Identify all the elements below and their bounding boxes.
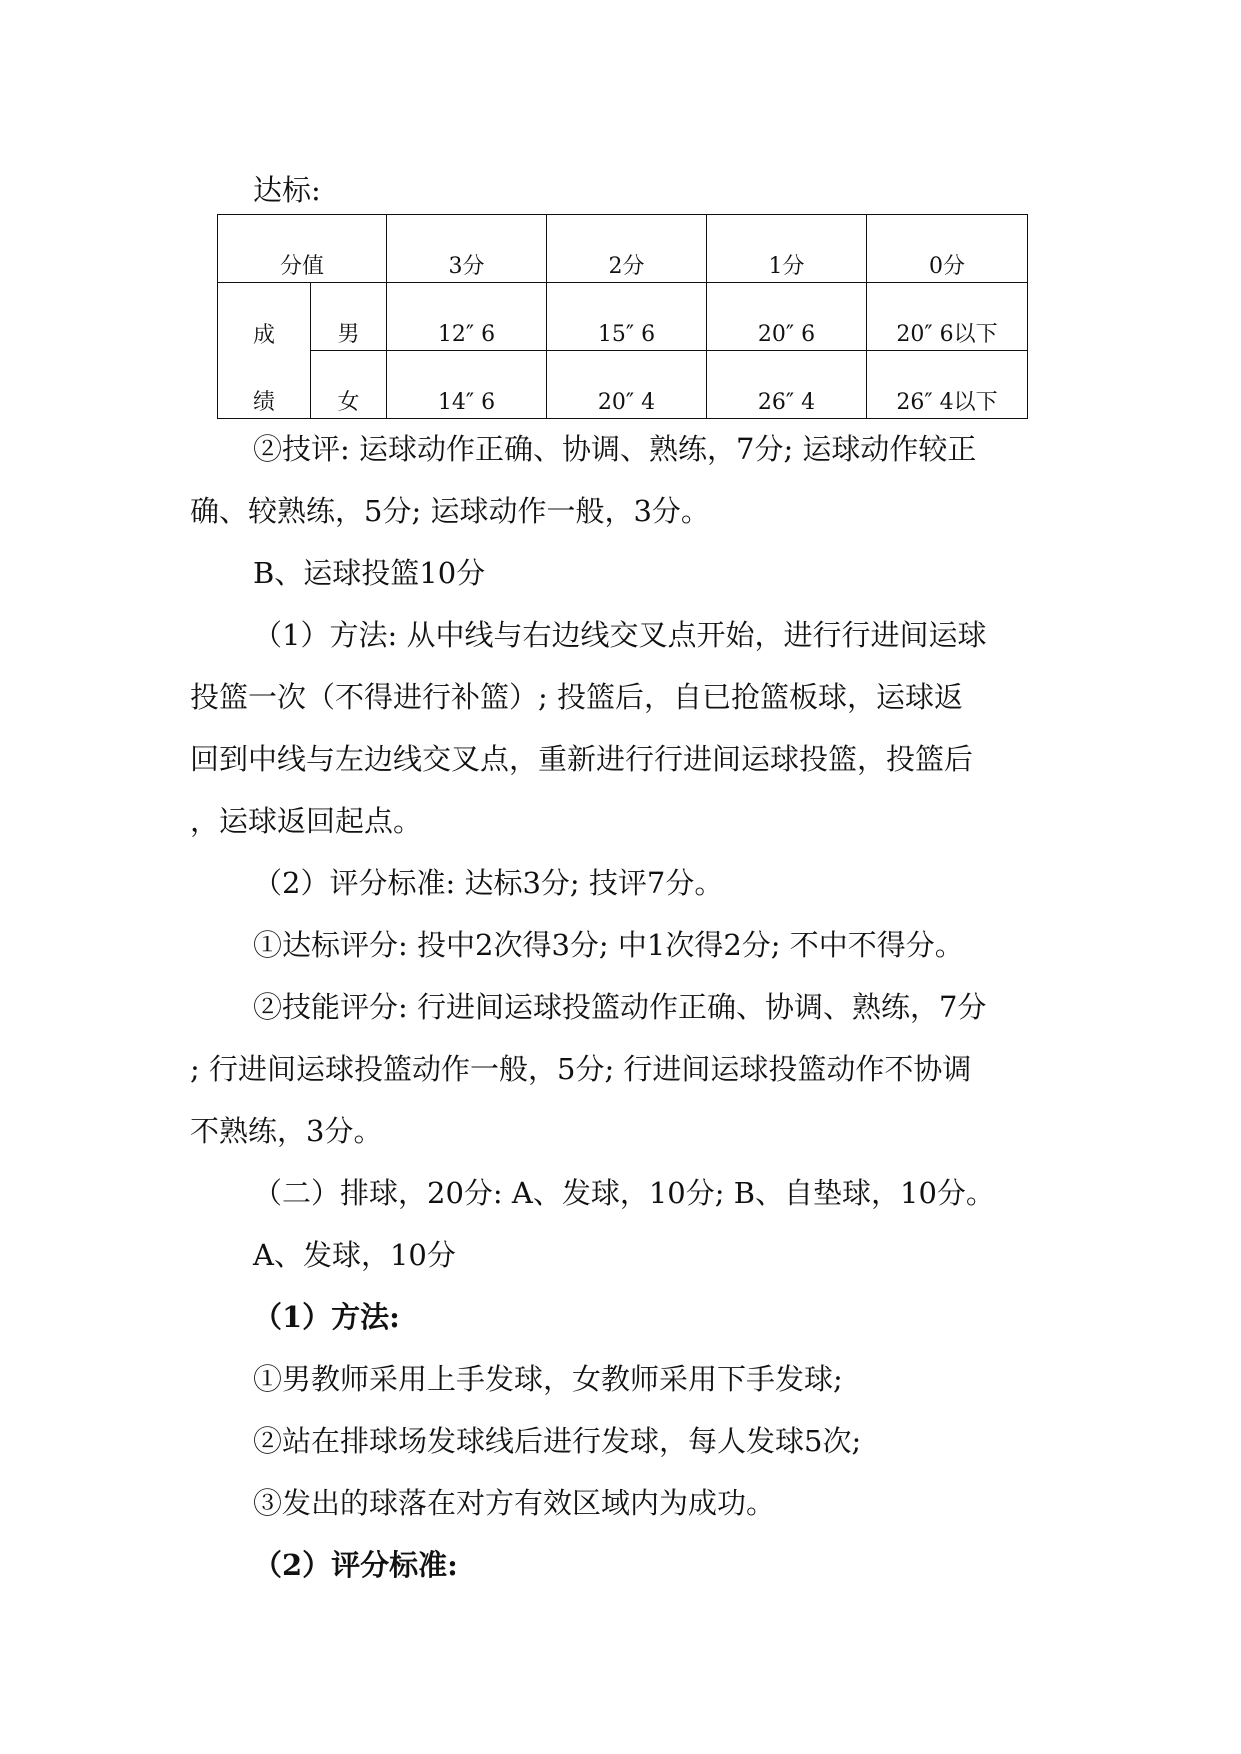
table-header-label: 分值 — [218, 215, 387, 283]
body-line: ②技评: 运球动作正确、协调、熟练，7分; 运球动作较正 — [253, 432, 977, 466]
score-table — [217, 214, 1028, 419]
body-line: 不熟练，3分。 — [190, 1114, 383, 1148]
scoring-heading: （2）评分标准: — [253, 1548, 458, 1582]
body-line: ，运球返回起点。 — [190, 804, 423, 838]
table-header-cell: 0分 — [867, 215, 1028, 283]
row-group-label: 绩 — [218, 351, 311, 419]
body-line: （2）评分标准: 达标3分; 技评7分。 — [253, 866, 724, 900]
table-header-cell: 1分 — [707, 215, 867, 283]
table-cell: 14″ 6 — [387, 351, 547, 419]
table-cell: 26″ 4以下 — [867, 351, 1028, 419]
table-cell: 15″ 6 — [547, 283, 707, 351]
table-cell: 20″ 4 — [547, 351, 707, 419]
method-heading: （1）方法: — [253, 1300, 400, 1334]
table-cell: 20″ 6 — [707, 283, 867, 351]
standard-label: 达标: — [253, 173, 321, 207]
gender-cell: 女 — [311, 351, 387, 419]
table-cell: 20″ 6以下 — [867, 283, 1028, 351]
body-line: 投篮一次（不得进行补篮）; 投篮后，自已抢篮板球，运球返 — [190, 680, 963, 714]
body-line: ; 行进间运球投篮动作一般，5分; 行进间运球投篮动作不协调 — [190, 1052, 972, 1086]
body-line: 回到中线与左边线交叉点，重新进行行进间运球投篮，投篮后 — [190, 742, 974, 776]
row-group-label: 成 — [218, 283, 311, 351]
table-cell: 12″ 6 — [387, 283, 547, 351]
table-header-cell: 3分 — [387, 215, 547, 283]
section-heading: B、运球投篮10分 — [253, 556, 486, 590]
body-line: ①男教师采用上手发球，女教师采用下手发球; — [253, 1362, 843, 1396]
body-line: ③发出的球落在对方有效区域内为成功。 — [253, 1486, 776, 1520]
gender-cell: 男 — [311, 283, 387, 351]
body-line: ①达标评分: 投中2次得3分; 中1次得2分; 不中不得分。 — [253, 928, 964, 962]
section-heading: A、发球，10分 — [253, 1238, 456, 1272]
table-cell: 26″ 4 — [707, 351, 867, 419]
body-line: （1）方法: 从中线与右边线交叉点开始，进行行进间运球 — [253, 618, 987, 652]
table-header-cell: 2分 — [547, 215, 707, 283]
body-line: 确、较熟练，5分; 运球动作一般，3分。 — [190, 494, 710, 528]
section-heading: （二）排球，20分: A、发球，10分; B、自垫球，10分。 — [253, 1176, 995, 1210]
body-line: ②站在排球场发球线后进行发球，每人发球5次; — [253, 1424, 862, 1458]
body-line: ②技能评分: 行进间运球投篮动作正确、协调、熟练，7分 — [253, 990, 987, 1024]
